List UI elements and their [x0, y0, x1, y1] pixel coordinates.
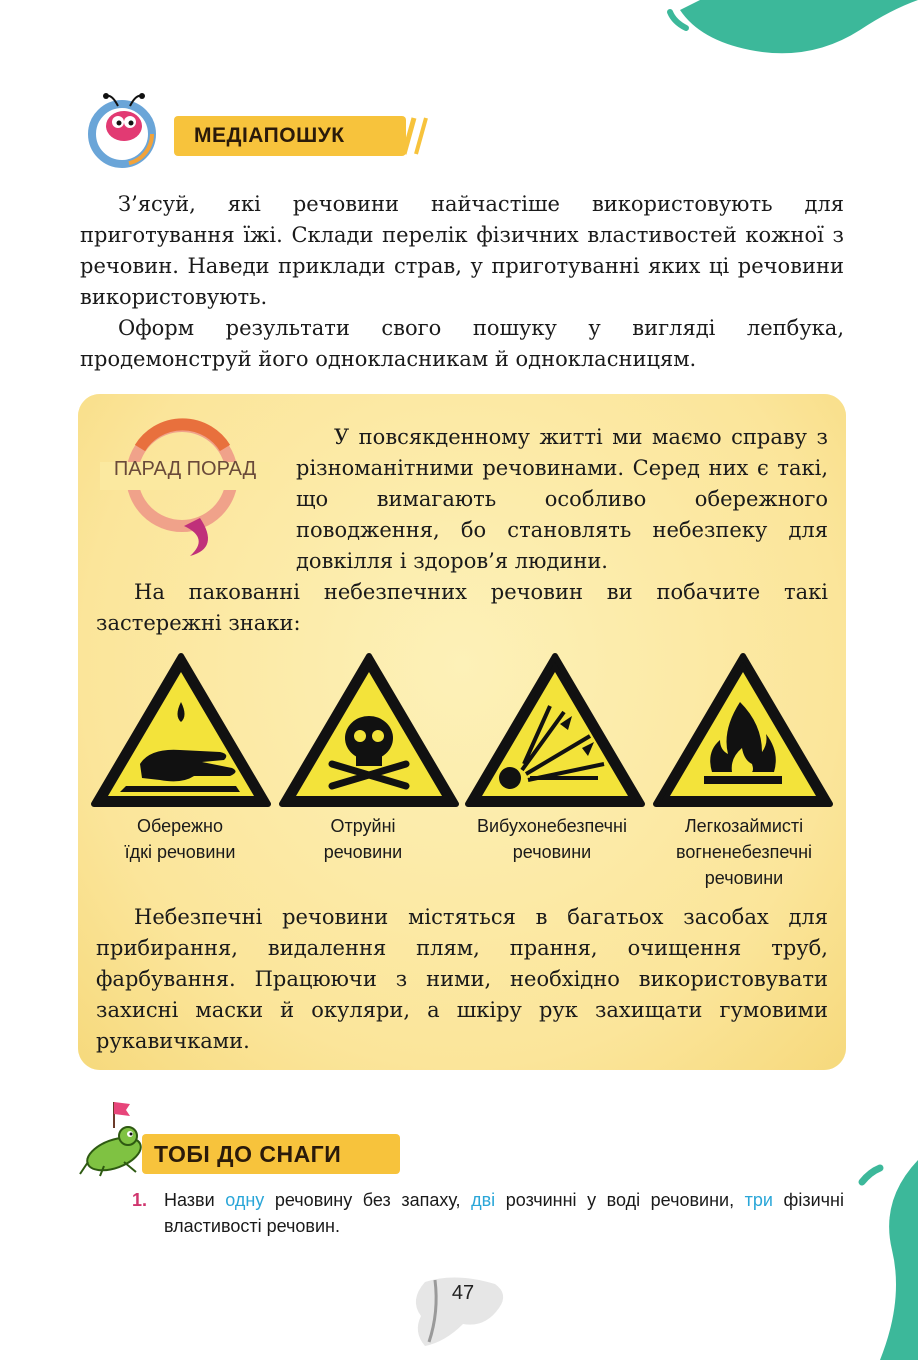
highlight-one: одну: [225, 1190, 265, 1210]
tobi-title: ТОБІ ДО СНАГИ: [154, 1140, 342, 1167]
hazard-sign-explosive: [464, 652, 646, 808]
mediapoisk-title-bar: [174, 116, 406, 156]
page-number: 47: [451, 1282, 475, 1304]
mediapoisk-paragraph-1: З’ясуй, які речовини найчастіше використовують для приготування їжі. Склади перелік фізичних властивостей кожної з речовин. Наведи приклади страв, у приготуванні яких ці речовини використовують.: [80, 192, 844, 309]
mediapoisk-paragraph-2: Оформ результати свого пошуку у вигляді лепбука, продемонструй його однокласникам й однокласницям.: [80, 316, 844, 371]
hazard-sign-toxic: [278, 652, 460, 808]
title-bar-stripes-icon: [396, 116, 436, 156]
parad-outro-text: Небезпечні речовини містяться в багатьох засобах для прибирання, видалення плям, прання, очищення труб, фарбування. Працюючи з ними, необхідно використовувати захисні маски й окуляри, а шкіру рук захищати гумовими рукавичками.: [96, 905, 828, 1053]
toxic-skull-icon: [282, 656, 456, 804]
task-1: [132, 1187, 844, 1239]
signs-intro-text: На пакованні небезпечних речовин ви побачите такі застережні знаки:: [96, 580, 828, 635]
decorative-teal-blob: [660, 0, 918, 70]
parad-porad-logo-text: ПАРАД ПОРАД: [113, 458, 257, 480]
sign-caption-flammable: Легкозаймисті вогненебезпечні речовини: [675, 816, 813, 888]
flammable-icon: [656, 656, 830, 804]
task-text: Назви одну речовину без запаху, дві розчинні у воді речовини, три фізичні властивості речовин.: [164, 1190, 844, 1236]
task-number: 1.: [132, 1190, 148, 1210]
tobi-title-bar: [142, 1134, 400, 1174]
decorative-teal-wave: [840, 1160, 918, 1360]
sign-caption-corrosive: Обережно їдкі речовини: [124, 816, 236, 862]
hazard-sign-corrosive: [90, 652, 272, 808]
mediapoisk-title: МЕДІАПОШУК: [194, 124, 345, 147]
bug-mascot-icon: [84, 90, 164, 170]
sign-caption-explosive: Вибухонебезпечні речовини: [477, 816, 627, 862]
tobi-header: [78, 1098, 408, 1178]
parad-porad-logo: [100, 418, 270, 568]
highlight-two: дві: [471, 1190, 496, 1210]
parad-intro-text: У повсякденному житті ми маємо справу з різноманітними речовинами. Серед них є такі, що вимагають особливо обережного поводження, бо становлять небезпеку для довкілля і здоров’я людини.: [296, 425, 828, 573]
hazard-sign-flammable: [652, 652, 834, 808]
grasshopper-mascot-icon: [78, 1098, 158, 1178]
sign-caption-toxic: Отруйні речовини: [323, 816, 403, 862]
corrosive-icon: [94, 656, 268, 804]
highlight-three: три: [744, 1190, 773, 1210]
explosive-icon: [468, 656, 642, 804]
mediapoisk-header: [84, 90, 444, 170]
